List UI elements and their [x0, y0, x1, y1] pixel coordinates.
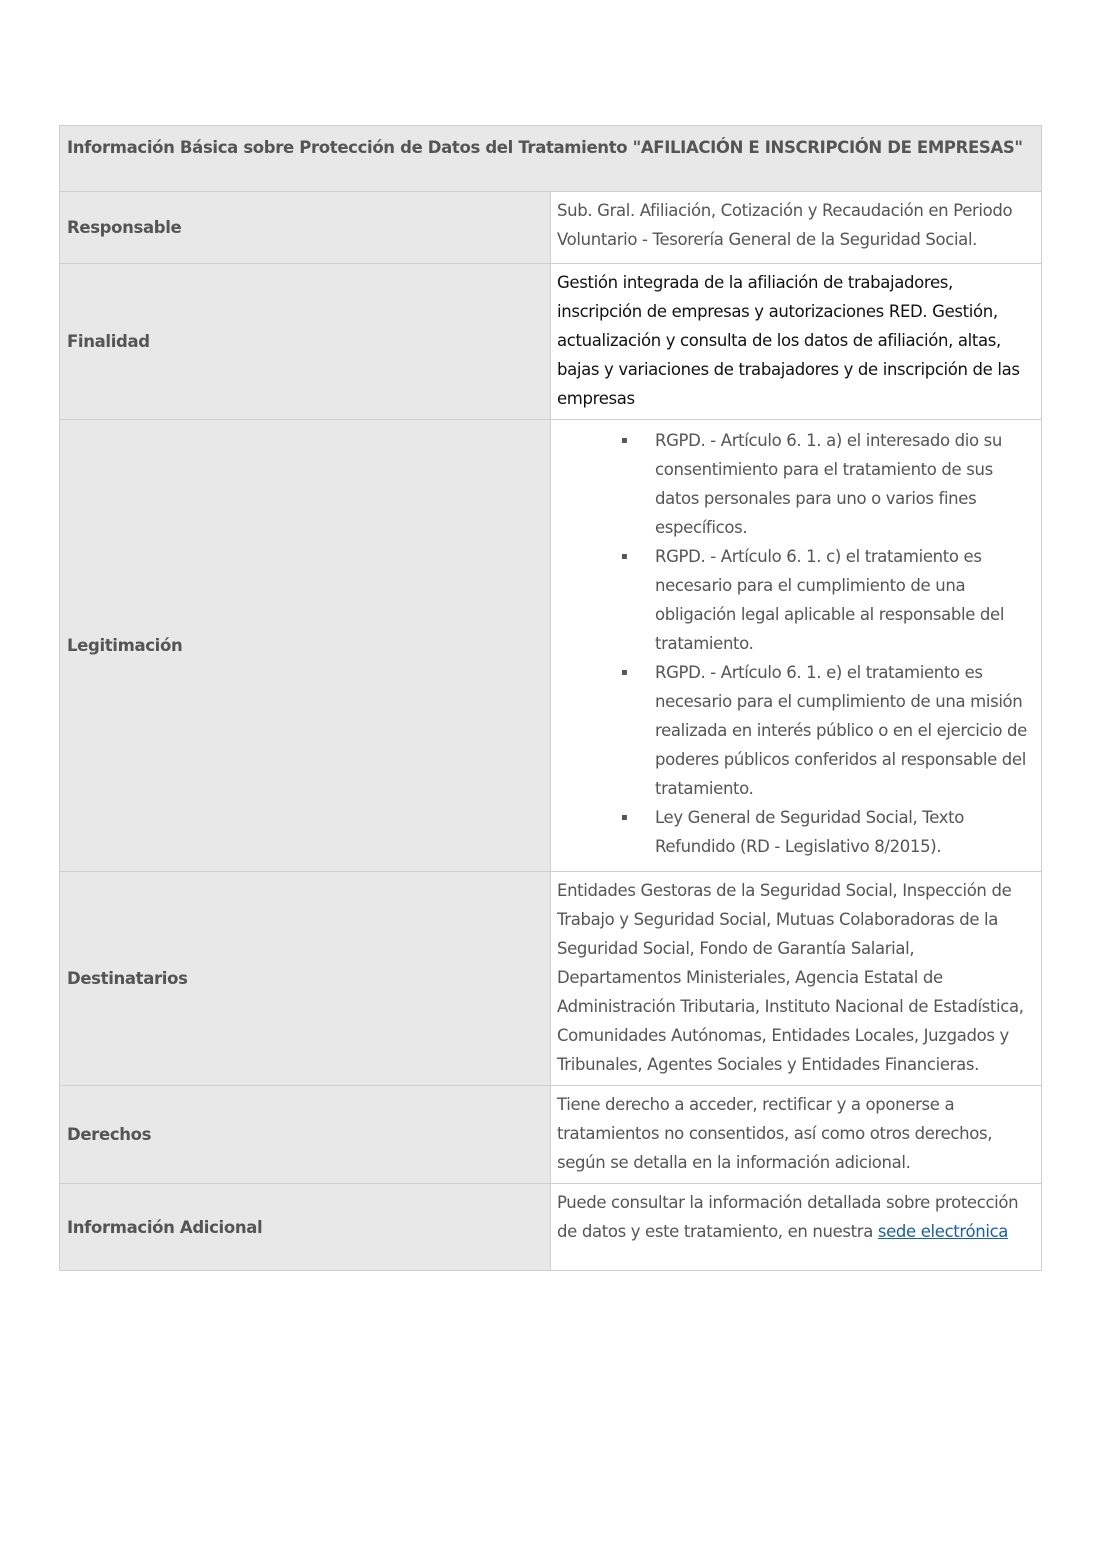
bullet-icon: ▪ — [621, 812, 628, 823]
value-legitimacion — [551, 420, 1042, 872]
sede-electronica-link[interactable]: sede electrónica — [877, 1222, 1009, 1241]
value-responsable: Sub. Gral. Afiliación, Cotización y Recaudación en Periodo Voluntario - Tesorería General de la Seguridad Social. — [551, 192, 1042, 264]
list-item: ▪ RGPD. - Artículo 6. 1. e) el tratamiento es necesario para el cumplimiento de una misión realizada en interés público o en el ejercicio de poderes públicos conferidos al responsable del tratamiento. — [655, 658, 1035, 803]
list-item: ▪ RGPD. - Artículo 6. 1. a) el interesado dio su consentimiento para el tratamiento de sus datos personales para uno o varios fines específicos. — [655, 426, 1035, 542]
row-responsable — [60, 192, 1042, 264]
label-legitimacion: Legitimación — [60, 420, 551, 872]
list-item: ▪ Ley General de Seguridad Social, Texto Refundido (RD - Legislativo 8/2015). — [655, 803, 1035, 861]
value-derechos: Tiene derecho a acceder, rectificar y a oponerse a tratamientos no consentidos, así como otros derechos, según se detalla en la información adicional. — [551, 1086, 1042, 1184]
list-item: ▪ RGPD. - Artículo 6. 1. c) el tratamiento es necesario para el cumplimiento de una obligación legal aplicable al responsable del tratamiento. — [655, 542, 1035, 658]
bullet-icon: ▪ — [621, 551, 628, 562]
label-finalidad: Finalidad — [60, 264, 551, 420]
bullet-icon: ▪ — [621, 435, 628, 446]
data-protection-table — [59, 125, 1042, 1271]
value-informacion-adicional — [551, 1184, 1042, 1271]
label-responsable: Responsable — [60, 192, 551, 264]
value-destinatarios: Entidades Gestoras de la Seguridad Social, Inspección de Trabajo y Seguridad Social, Mutuas Colaboradoras de la Seguridad Social, Fondo de Garantía Salarial, Departamentos Ministeriales, Agencia Estatal de Administración Tributaria, Instituto Nacional de Estadística, Comunidades Autónomas, Entidades Locales, Juzgados y Tribunales, Agentes Sociales y Entidades Financieras. — [551, 872, 1042, 1086]
bullet-icon: ▪ — [621, 667, 628, 678]
info-adicional-text: Puede consultar la información detallada sobre protección de datos y este tratamiento, en nuestra — [557, 1193, 1019, 1241]
label-destinatarios: Destinatarios — [60, 872, 551, 1086]
row-legitimacion — [60, 420, 1042, 872]
row-derechos — [60, 1086, 1042, 1184]
row-finalidad — [60, 264, 1042, 420]
row-destinatarios — [60, 872, 1042, 1086]
label-informacion-adicional: Información Adicional — [60, 1184, 551, 1271]
legitimacion-list — [557, 424, 1035, 865]
row-informacion-adicional — [60, 1184, 1042, 1271]
label-derechos: Derechos — [60, 1086, 551, 1184]
value-finalidad: Gestión integrada de la afiliación de trabajadores, inscripción de empresas y autorizaciones RED. Gestión, actualización y consulta de los datos de afiliación, altas, bajas y variaciones de trabajadores y de inscripción de las empresas — [551, 264, 1042, 420]
table-title-row — [60, 126, 1042, 192]
table-title: Información Básica sobre Protección de Datos del Tratamiento "AFILIACIÓN E INSCRIPCIÓN DE EMPRESAS" — [60, 126, 1042, 192]
